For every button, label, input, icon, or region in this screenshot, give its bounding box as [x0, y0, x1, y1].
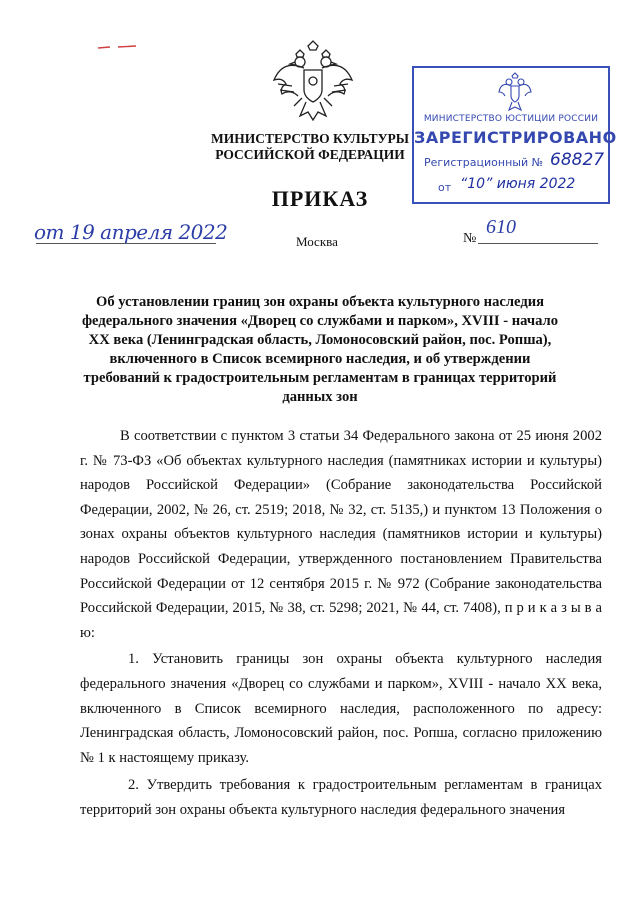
title-line: включенного в Список всемирного наследия, и об утверждении [109, 351, 531, 367]
title-line: XX века (Ленинградская область, Ломоносовский район, пос. Ропша), [88, 332, 552, 348]
document-body [80, 424, 602, 823]
registration-stamp [412, 66, 617, 204]
stamp-registered: ЗАРЕГИСТРИРОВАНО [414, 128, 617, 147]
red-marks [96, 44, 138, 50]
number-sign: № [463, 231, 477, 246]
double-headed-eagle-emblem-icon [268, 40, 358, 128]
order-item-1: 1. Установить границы зон охраны объекта культурного наследия федерального значения «Дворец со службами и парком», XVIII - начало XX века, включенного в Список всемирного наследия, расположенного по адресу: Ленинградская область, Ломоносовский район, пос. Ропша, согласно приложению № 1 к настоящему приказу. [80, 651, 602, 766]
stamp-date-prefix: от [438, 181, 452, 194]
title-line: данных зон [282, 389, 358, 405]
ministry-name [170, 131, 450, 163]
order-item-2: 2. Утвердить требования к градостроительным регламентам в границах территорий зон охраны объекта культурного наследия федерального значения [80, 777, 602, 818]
stamp-ministry: МИНИСТЕРСТВО ЮСТИЦИИ РОССИИ [423, 114, 599, 124]
title-line: Об установлении границ зон охраны объекта культурного наследия [95, 294, 545, 310]
document-type: ПРИКАЗ [271, 186, 369, 211]
date-underline [36, 243, 216, 244]
document-number: 610 [486, 216, 516, 238]
document-title [80, 293, 560, 407]
title-line: федерального значения «Дворец со службами и парком», XVIII - начало [81, 313, 559, 329]
preamble-paragraph: В соответствии с пунктом 3 статьи 34 Федерального закона от 25 июня 2002 г. № 73-ФЗ «Об объектах культурного наследия (памятниках истории и культуры) народов Российской Федерации» (Собрание законодательства Российской Федерации, 2002, № 26, ст. 2519; 2018, № 32, ст. 5135,) и пунктом 13 Положения о зонах охраны объектов культурного наследия (памятников истории и культуры) народов Российской Федерации, утвержденного постановлением Правительства Российской Федерации от 12 сентября 2015 г. № 972 (Собрание законодательства Российской Федерации, 2015, № 38, ст. 5298; 2021, № 44, ст. 7408), п р и к а з ы в а ю: [80, 428, 602, 641]
document-date: от 19 апреля 2022 [34, 220, 228, 244]
ministry-line-2: РОССИЙСКОЙ ФЕДЕРАЦИИ [215, 147, 405, 162]
stamp-eagle-icon [498, 72, 532, 112]
ministry-line-1: МИНИСТЕРСТВО КУЛЬТУРЫ [210, 131, 410, 146]
stamp-reg-number-label: Регистрационный № [424, 156, 544, 169]
document-city: Москва [296, 234, 338, 249]
stamp-reg-number: 68827 [550, 150, 605, 170]
stamp-date: “10” июня 2022 [460, 176, 576, 192]
title-line: требований к градостроительным регламентам в границах территорий [83, 370, 557, 386]
number-underline [478, 243, 598, 244]
